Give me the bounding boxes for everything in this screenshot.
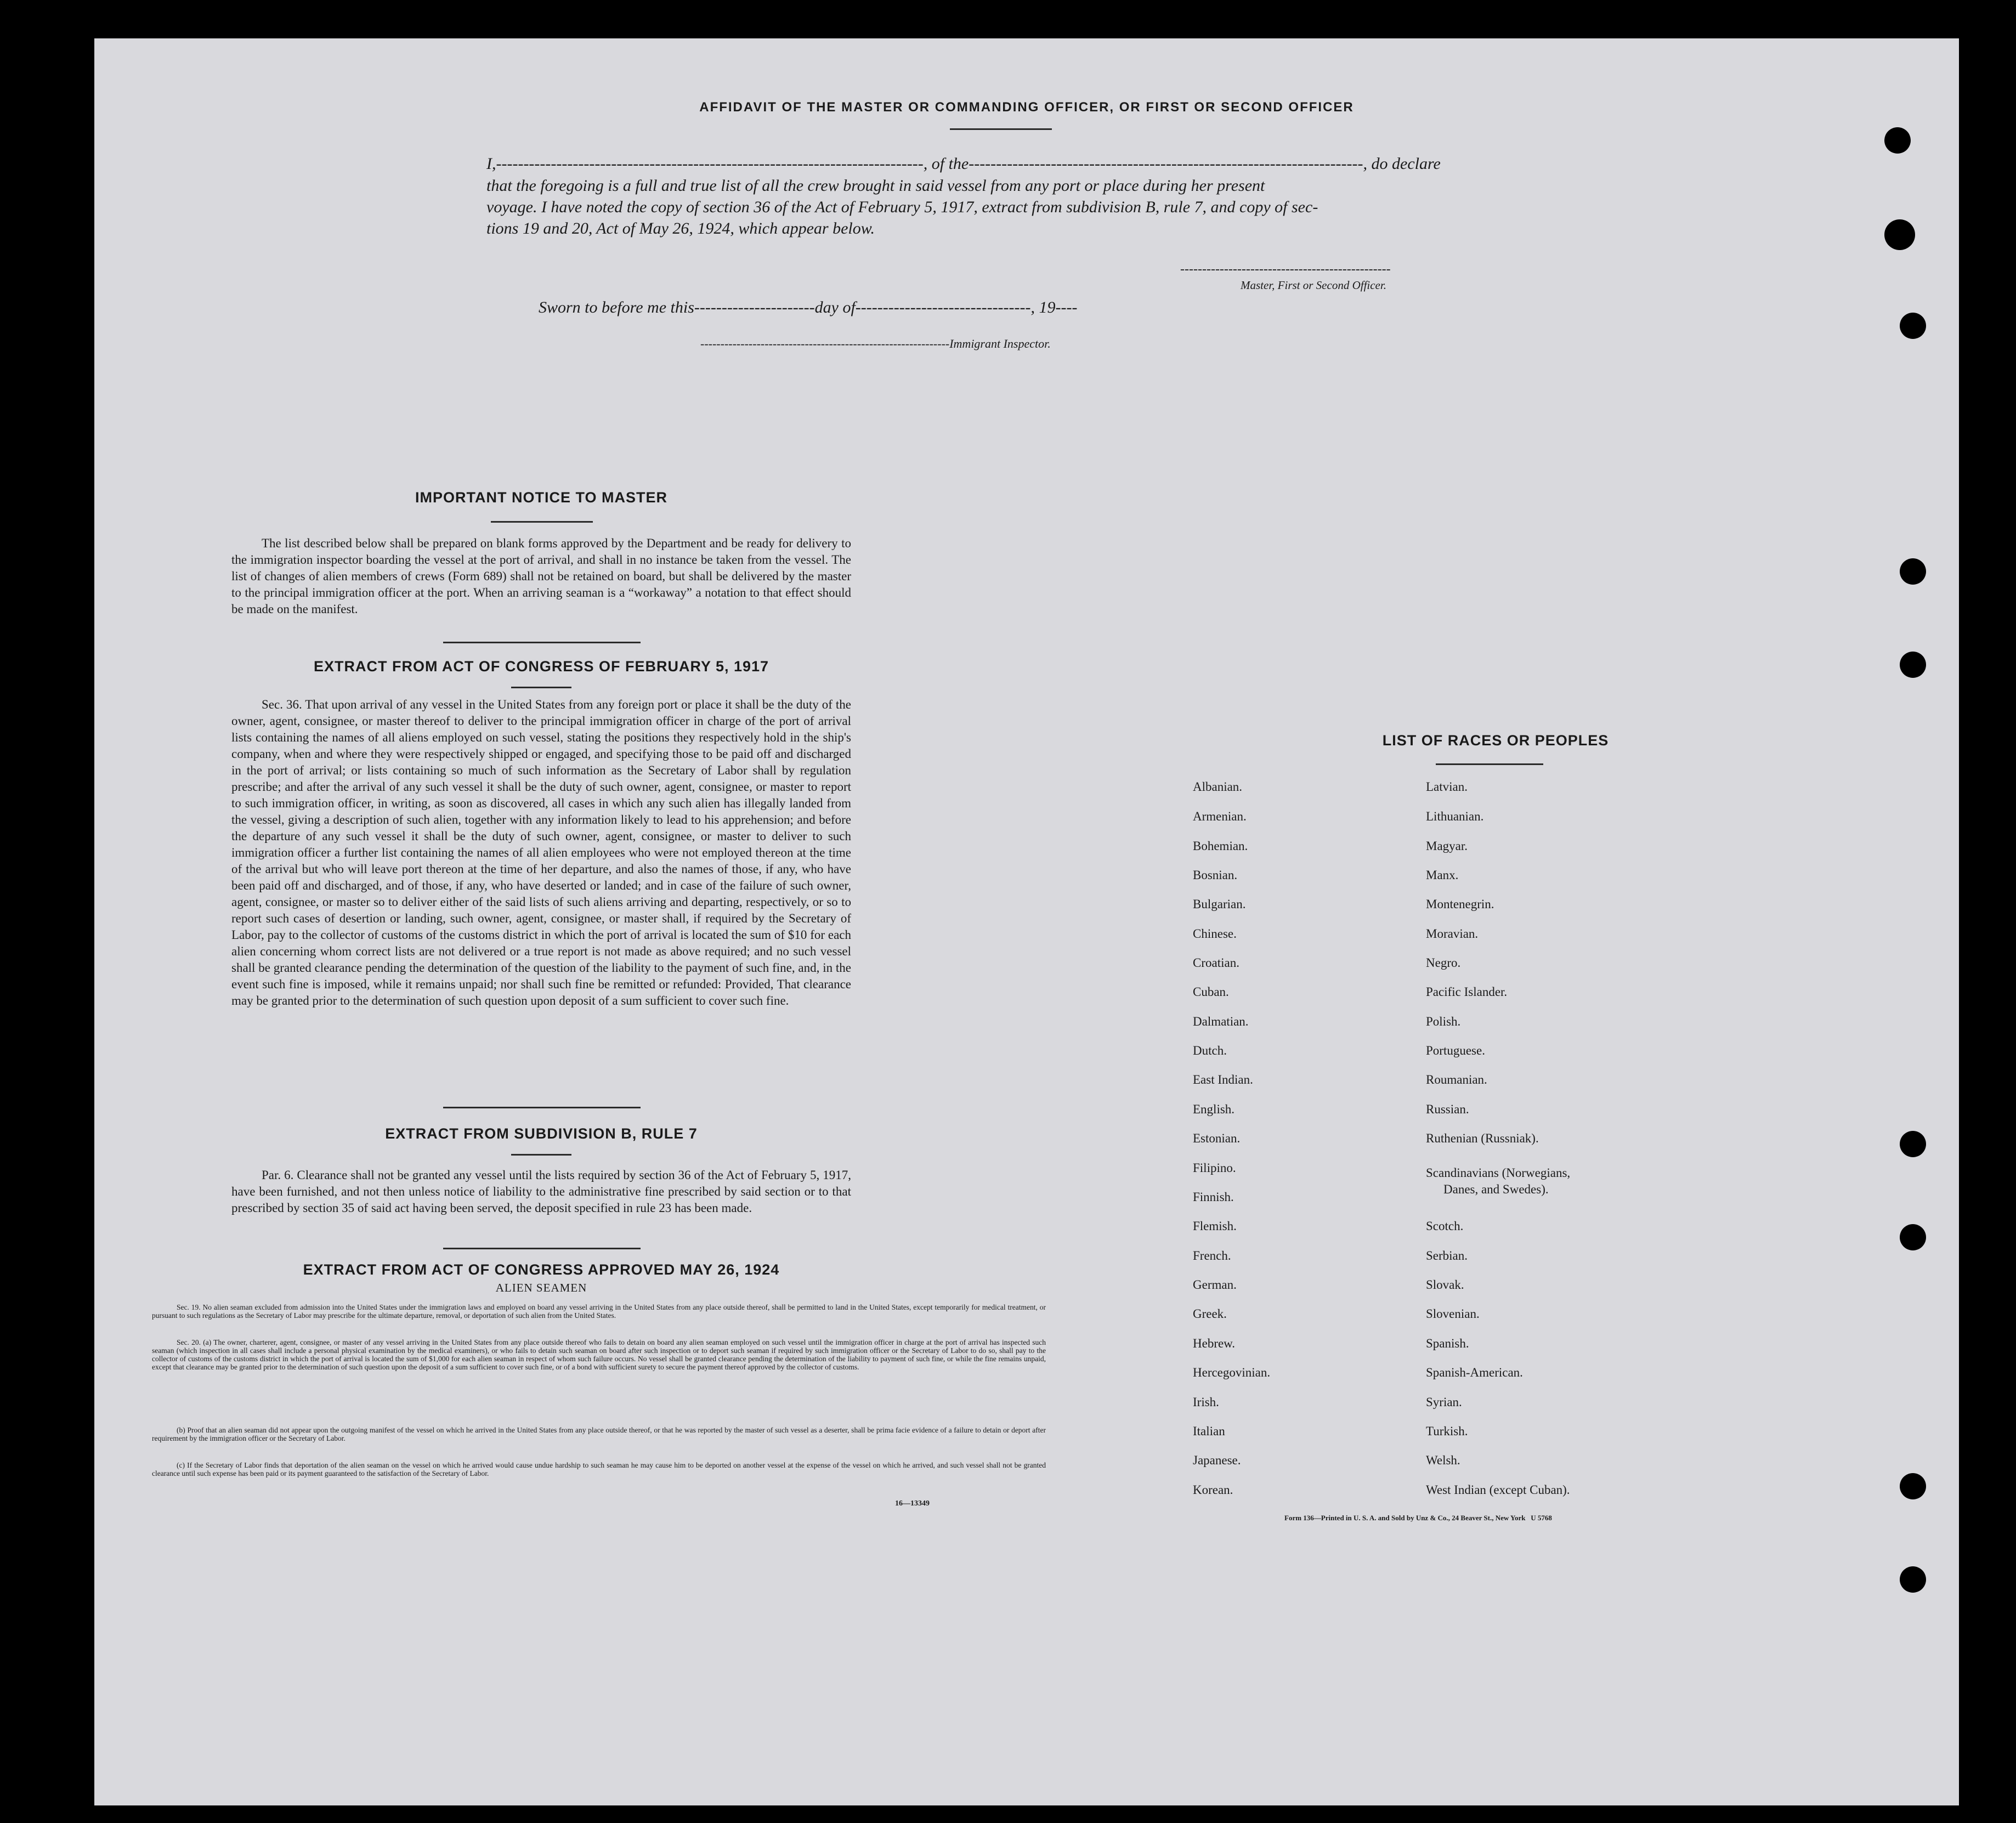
race-col2-item: Turkish. (1426, 1424, 1468, 1438)
race-col1-item: English. (1193, 1102, 1235, 1116)
race-col2-item: Slovenian. (1426, 1307, 1480, 1321)
form-code: 16—13349 (895, 1499, 930, 1508)
race-col2-item: Syrian. (1426, 1395, 1462, 1409)
affidavit-line-4: tions 19 and 20, Act of May 26, 1924, which appear below. (486, 219, 875, 237)
binder-hole (1900, 1473, 1926, 1499)
sworn-line: Sworn to before me this----------------------day of--------------------------------, 19---- (539, 298, 1078, 316)
section-divider-3 (443, 1248, 641, 1249)
race-col1-item: Filipino. (1193, 1161, 1236, 1175)
race-col2-item: Spanish-American. (1426, 1366, 1523, 1379)
affidavit-line-2: that the foregoing is a full and true list of all the crew brought in said vessel from any port or place during her present (486, 177, 1265, 195)
affidavit-line-1: I,------------------------------------------------------------------------------, of the------------------------------------------------------------------------, do declare (486, 155, 1441, 173)
race-col2-item: Serbian. (1426, 1249, 1468, 1262)
notice-rule (491, 521, 593, 523)
race-col2-item: Roumanian. (1426, 1073, 1487, 1086)
race-col1-item: Dutch. (1193, 1044, 1227, 1057)
binder-hole (1900, 558, 1926, 585)
race-col1-item: Albanian. (1193, 780, 1243, 794)
race-col1-item: Croatian. (1193, 956, 1239, 970)
binder-hole (1900, 1131, 1926, 1157)
race-col1-item: Chinese. (1193, 927, 1237, 941)
race-col1-item: Cuban. (1193, 985, 1229, 999)
binder-hole (1900, 313, 1926, 339)
race-col1-item: Bulgarian. (1193, 897, 1246, 911)
race-col2-item: Pacific Islander. (1426, 985, 1508, 999)
race-col1-item: French. (1193, 1249, 1231, 1262)
races-title: LIST OF RACES OR PEOPLES (1382, 732, 1609, 749)
race-col2-item: Welsh. (1426, 1453, 1460, 1467)
race-col2-item: Slovak. (1426, 1278, 1464, 1292)
race-col2-item: Ruthenian (Russniak). (1426, 1131, 1539, 1145)
race-col2-item: Latvian. (1426, 780, 1468, 794)
sec-19-text: Sec. 19. No alien seaman excluded from admission into the United States under the immigration laws and employed on board any vessel arriving in the United States from any place outside thereof, shall be permitted to land in the United States, except temporarily for medical treatment, or pursuant to such regulations as the Secretary of Labor may prescribe for the ultimate departure, removal, or deportation of such alien from the United States. (152, 1303, 1046, 1320)
notice-text: The list described below shall be prepared on blank forms approved by the Department and be ready for delivery to the immigration inspector boarding the vessel at the port of arrival, and shall in no instance be taken from the vessel. The list of changes of alien members of crews (Form 689) shall not be retained on board, but shall be delivered by the master to the principal immigration officer at the port. When an arriving seaman is a “workaway” a notation to that effect should be made on the manifest. (231, 536, 851, 616)
extract-1917-title: EXTRACT FROM ACT OF CONGRESS OF FEBRUARY 5, 1917 (313, 658, 769, 675)
race-col2-item: Spanish. (1426, 1337, 1469, 1350)
race-col1-item: Armenian. (1193, 809, 1247, 823)
form-page (94, 38, 1959, 1805)
binder-hole (1900, 652, 1926, 678)
race-col1-item: Irish. (1193, 1395, 1219, 1409)
title-rule (950, 128, 1052, 130)
race-col1-item: Bohemian. (1193, 839, 1248, 853)
race-col2-item: Manx. (1426, 868, 1459, 882)
extract-1924-subtitle: ALIEN SEAMEN (495, 1281, 587, 1294)
master-caption: Master, First or Second Officer. (1241, 279, 1386, 292)
races-rule (1436, 763, 1543, 765)
race-col2-item: Danes, and Swedes). (1443, 1182, 1549, 1196)
race-col1-item: Dalmatian. (1193, 1015, 1249, 1028)
race-col1-item: Korean. (1193, 1483, 1233, 1497)
race-col1-item: Flemish. (1193, 1219, 1237, 1233)
affidavit-line-3: voyage. I have noted the copy of section 36 of the Act of February 5, 1917, extract from subdivision B, rule 7, and copy of sec- (486, 198, 1318, 216)
extract-1924-title: EXTRACT FROM ACT OF CONGRESS APPROVED MAY 26, 1924 (303, 1261, 780, 1278)
race-col2-item: Portuguese. (1426, 1044, 1485, 1057)
race-col2-item: Lithuanian. (1426, 809, 1484, 823)
race-col1-item: Bosnian. (1193, 868, 1238, 882)
inspector-line: --------------------------------------------------------------Immigrant Inspector. (700, 337, 1051, 350)
race-col1-item: Finnish. (1193, 1190, 1234, 1204)
printer-footer: Form 136—Printed in U. S. A. and Sold by Unz & Co., 24 Beaver St., New York U 5768 (1284, 1514, 1552, 1522)
extract-rule7-title: EXTRACT FROM SUBDIVISION B, RULE 7 (385, 1125, 698, 1142)
sec-20b-text: (b) Proof that an alien seaman did not appear upon the outgoing manifest of the vessel on which he arrived in the United States from any place outside thereof, or that he was reported by the master of such vessel as a deserter, shall be prima facie evidence of a failure to detain or deport after requirement by the immigration officer or the Secretary of Labor. (152, 1426, 1046, 1442)
section-divider-2 (443, 1107, 641, 1108)
sec-20a-text: Sec. 20. (a) The owner, charterer, agent, consignee, or master of any vessel arriving in the United States from any place outside thereof who fails to detain on board any alien seaman employed on such vessel until the immigration officer in charge at the port of arrival has inspected such seaman (which inspection in all cases shall include a personal physical examination by the medical examiners), or who fails to detain such seaman on board after such inspection or to deport such seaman if required by such immigration officer or the Secretary of Labor to do so, shall pay to the collector of customs of the customs district in which the port of arrival is located the sum of $1,000 for each alien seaman in respect of whom such failure occurs. No vessel shall be granted clearance pending the determination of the liability to payment of such fine, or while the fine remains unpaid, except that clearance may be granted prior to the determination of such question upon the deposit of a sum sufficient to cover such fine, or of a bond with sufficient surety to secure the payment thereof approved by the collector of customs. (152, 1338, 1046, 1371)
race-col2-item: Russian. (1426, 1102, 1469, 1116)
race-col2-item: Montenegrin. (1426, 897, 1494, 911)
notice-title: IMPORTANT NOTICE TO MASTER (415, 489, 667, 506)
affidavit-title: AFFIDAVIT OF THE MASTER OR COMMANDING OFFICER, OR FIRST OR SECOND OFFICER (699, 100, 1354, 115)
race-col1-item: East Indian. (1193, 1073, 1253, 1086)
race-col1-item: Italian (1193, 1424, 1225, 1438)
extract-rule7-rule (511, 1154, 571, 1156)
race-col1-item: Greek. (1193, 1307, 1227, 1321)
race-col2-item: Magyar. (1426, 839, 1468, 853)
race-col1-item: Hebrew. (1193, 1337, 1236, 1350)
binder-hole (1884, 219, 1915, 250)
race-col2-item: Moravian. (1426, 927, 1479, 941)
race-col2-item: Negro. (1426, 956, 1461, 970)
binder-hole (1900, 1566, 1926, 1593)
race-col1-item: Estonian. (1193, 1131, 1241, 1145)
binder-hole (1900, 1224, 1926, 1250)
race-col2-item: Polish. (1426, 1015, 1461, 1028)
section-divider-1 (443, 642, 641, 643)
extract-rule7-text: Par. 6. Clearance shall not be granted any vessel until the lists required by section 36 of the Act of February 5, 1917, have been furnished, and not then unless notice of liability to the administrative fine prescribed by said section or to that prescribed by section 35 of said act having been served, the deposit specified in rule 23 has been made. (231, 1168, 851, 1215)
sec-20c-text: (c) If the Secretary of Labor finds that deportation of the alien seaman on the vessel on which he arrived would cause undue hardship to such seaman he may cause him to be deported on another vessel at the expense of the vessel on which he arrived, and such vessel shall not be granted clearance until such expense has been paid or its payment guaranteed to the satisfaction of the Secretary of Labor. (152, 1461, 1046, 1477)
extract-1917-text: Sec. 36. That upon arrival of any vessel in the United States from any foreign port or place it shall be the duty of the owner, agent, consignee, or master thereof to deliver to the principal immigration officer in charge of the port of arrival lists containing the names of all aliens employed on such vessel, stating the positions they respectively hold in the ship's company, when and where they were respectively shipped or engaged, and specifying those to be paid off and discharged in the port of arrival; or lists containing so much of such information as the Secretary of Labor shall by regulation prescribe; and after the arrival of any such vessel it shall be the duty of such owner, agent, consignee, or master to report to such immigration officer, in writing, as soon as discovered, all cases in which any such alien has illegally landed from the vessel, giving a description of such alien, together with any information likely to lead to his apprehension; and before the departure of any such vessel it shall be the duty of such owner, agent, consignee, or master to deliver to such immigration officer a further list containing the names of all alien employees who were not employed thereon at the time of the arrival but who will leave port thereon at the time of her departure, and also the names of those, if any, who have been paid off and discharged, and of those, if any, who have deserted or landed; and in case of the failure of such owner, agent, consignee, or master so to deliver either of the said lists of such aliens arriving and departing, respectively, or so to report such cases of desertion or landing, such owner, agent, consignee, or master shall, if required by the Secretary of Labor, pay to the collector of customs of the customs district in which the port of arrival is located the sum of $10 for each alien concerning whom correct lists are not delivered or a true report is not made as above required; and no such vessel shall be granted clearance pending the determination of the question of the liability to the payment of such fine, and, in the event such fine is imposed, while it remains unpaid; nor shall such fine be remitted or refunded: Provided, That clearance may be granted prior to the determination of such question upon deposit of a sum sufficient to cover such fine. (231, 698, 851, 1007)
race-col1-item: German. (1193, 1278, 1237, 1292)
binder-hole (1884, 127, 1911, 154)
master-signature-line: ------------------------------------------------ (1180, 262, 1391, 276)
race-col1-item: Hercegovinian. (1193, 1366, 1271, 1379)
extract-1917-rule (511, 687, 571, 688)
race-col2-item: Scotch. (1426, 1219, 1464, 1233)
race-col1-item: Japanese. (1193, 1453, 1241, 1467)
race-col2-item: Scandinavians (Norwegians, (1426, 1166, 1571, 1180)
race-col2-item: West Indian (except Cuban). (1426, 1483, 1570, 1497)
